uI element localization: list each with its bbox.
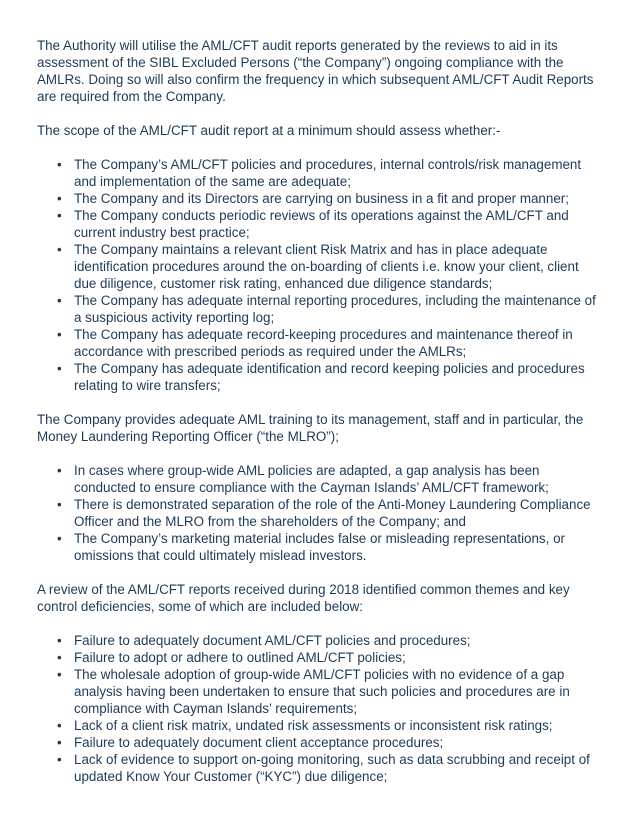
list-item: • In cases where group-wide AML policies are adapted, a gap analysis has been conducted to ensure compliance with the Cayman Islands’ AML/CFT framework; bbox=[37, 462, 603, 496]
list-item: • There is demonstrated separation of the role of the Anti-Money Laundering Compliance Officer and the MLRO from the shareholders of the Company; and bbox=[37, 496, 603, 530]
training-paragraph: The Company provides adequate AML training to its management, staff and in particular, the Money Laundering Reporting Officer (“the MLRO”); bbox=[37, 412, 584, 444]
list-item: • Lack of evidence to support on-going monitoring, such as data scrubbing and receipt of updated Know Your Customer (“KYC”) due diligence; bbox=[37, 751, 603, 785]
list-item: • The Company maintains a relevant client Risk Matrix and has in place adequate identification procedures around the on-boarding of clients i.e. know your client, client due diligence, customer risk rating, enhanced due diligence standards; bbox=[37, 241, 603, 292]
training-list bbox=[37, 462, 603, 564]
list-item: • The Company and its Directors are carrying on business in a fit and proper manner; bbox=[37, 190, 603, 207]
list-item: • Failure to adequately document AML/CFT policies and procedures; bbox=[37, 632, 603, 649]
scope-list bbox=[37, 156, 603, 394]
deficiency-list bbox=[37, 632, 603, 785]
list-item: • The Company conducts periodic reviews of its operations against the AML/CFT and current industry best practice; bbox=[37, 207, 603, 241]
scope-paragraph: The scope of the AML/CFT audit report at a minimum should assess whether:- bbox=[37, 123, 501, 138]
review-paragraph: A review of the AML/CFT reports received during 2018 identified common themes and key control deficiencies, some of which are included below: bbox=[37, 582, 570, 614]
list-item: • The Company’s marketing material includes false or misleading representations, or omissions that could ultimately mislead investors. bbox=[37, 530, 603, 564]
list-item: • Lack of a client risk matrix, undated risk assessments or inconsistent risk ratings; bbox=[37, 717, 603, 734]
intro-paragraph: The Authority will utilise the AML/CFT audit reports generated by the reviews to aid in its assessment of the SIBL Excluded Persons (“the Company”) ongoing compliance with the AMLRs. Doing so will also confirm the frequency in which subsequent AML/CFT Audit Reports are required from the Company. bbox=[37, 38, 594, 104]
list-item: • Failure to adequately document client acceptance procedures; bbox=[37, 734, 603, 751]
list-item: • The Company has adequate record-keeping procedures and maintenance thereof in accordance with prescribed periods as required under the AMLRs; bbox=[37, 326, 603, 360]
list-item: • The Company has adequate identification and record keeping policies and procedures relating to wire transfers; bbox=[37, 360, 603, 394]
list-item: • The Company has adequate internal reporting procedures, including the maintenance of a suspicious activity reporting log; bbox=[37, 292, 603, 326]
list-item: • Failure to adopt or adhere to outlined AML/CFT policies; bbox=[37, 649, 603, 666]
document-page bbox=[37, 37, 603, 785]
list-item: • The wholesale adoption of group-wide AML/CFT policies with no evidence of a gap analysis having been undertaken to ensure that such policies and procedures are in compliance with Cayman Islands’ requirements; bbox=[37, 666, 603, 717]
list-item: • The Company’s AML/CFT policies and procedures, internal controls/risk management and implementation of the same are adequate; bbox=[37, 156, 603, 190]
